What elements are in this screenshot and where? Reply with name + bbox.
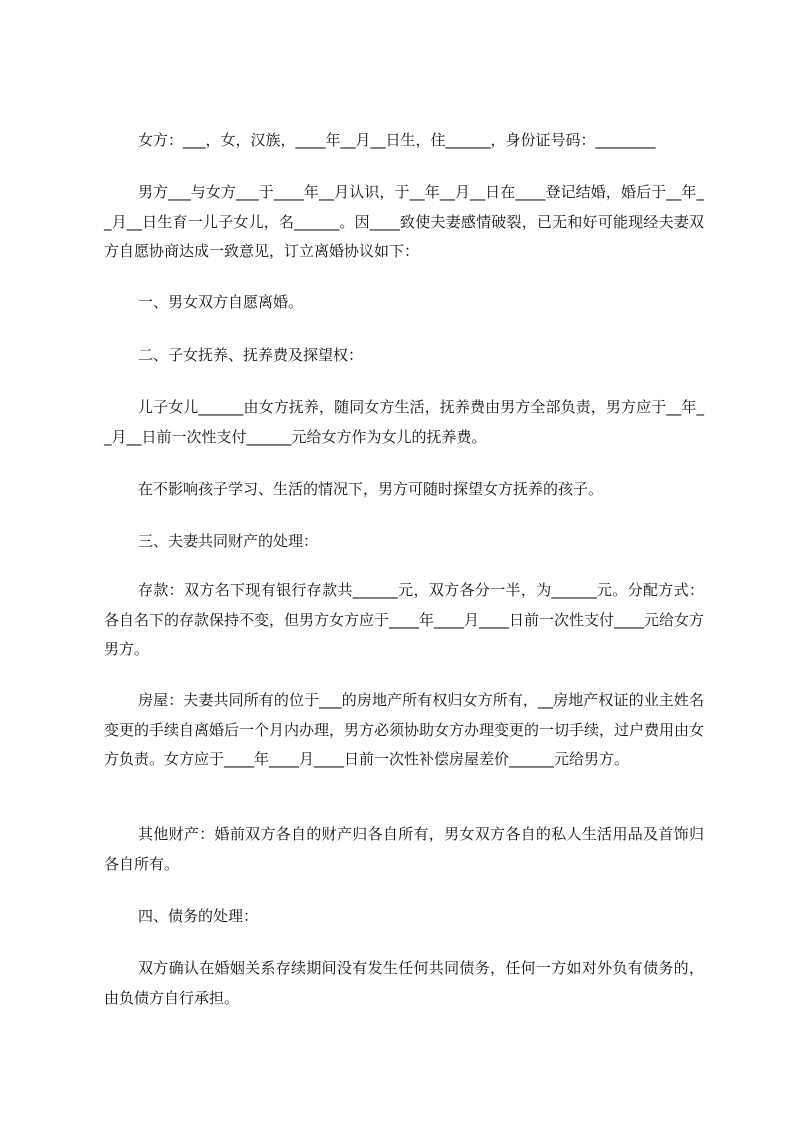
- child-custody-paragraph: 儿子女儿______由女方抚养，随同女方生活，抚养费由男方全部负责，男方应于__年__月__日前一次性支付______元给女方作为女儿的抚养费。: [104, 398, 704, 446]
- house-paragraph: 房屋：夫妻共同所有的位于___的房地产所有权归女方所有，__房地产权证的业主姓名变更的手续自离婚后一个月内办理，男方必须协助女方办理变更的一切手续，过户费用由女方负责。女方应于____年____月____日前一次性补偿房屋差价______元给男方。: [104, 691, 705, 768]
- woman-info-paragraph: 女方：___，女，汉族，____年__月__日生，住______，身份证号码：________: [138, 131, 656, 149]
- marriage-background-paragraph: 男方___与女方___于____年__月认识，于__年__月__日在____登记结婚，婚后于__年__月__日生育一儿子女儿，名______。因____致使夫妻感情破裂，已无和好可能现经夫妻双方自愿协商达成一致意见，订立离婚协议如下：: [104, 183, 704, 260]
- clause-4-heading: 四、债务的处理：: [138, 907, 259, 925]
- clause-3-heading: 三、夫妻共同财产的处理：: [138, 532, 319, 550]
- clause-2-heading: 二、子女抚养、抚养费及探望权：: [138, 346, 364, 364]
- savings-paragraph: 存款：双方名下现有银行存款共______元，双方各分一半，为______元。分配方式：各自名下的存款保持不变，但男方女方应于____年____月____日前一次性支付____元给女方男方。: [104, 581, 705, 658]
- debt-paragraph: 双方确认在婚姻关系存续期间没有发生任何共同债务，任何一方如对外负有债务的，由负债方自行承担。: [104, 959, 704, 1007]
- visitation-paragraph: 在不影响孩子学习、生活的情况下，男方可随时探望女方抚养的孩子。: [138, 480, 604, 498]
- clause-1-heading: 一、男女双方自愿离婚。: [138, 293, 304, 311]
- other-property-paragraph: 其他财产：婚前双方各自的财产归各自所有，男女双方各自的私人生活用品及首饰归各自所有。: [104, 825, 704, 873]
